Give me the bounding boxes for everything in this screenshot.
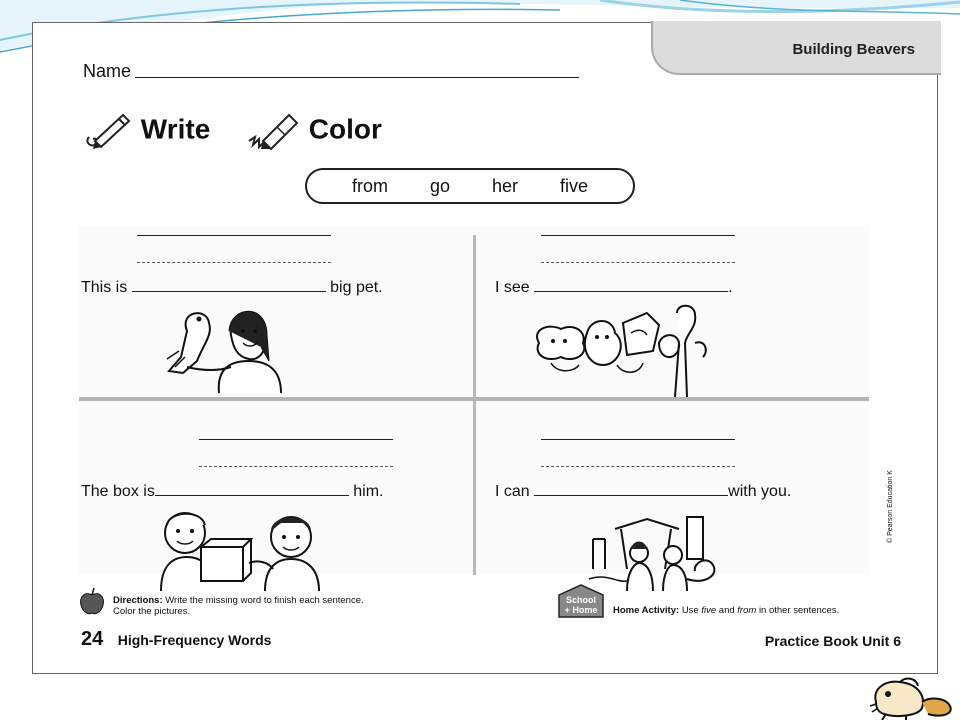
home-activity [613, 605, 839, 616]
book-title: Practice Book Unit 6 [764, 633, 901, 649]
directions-text: Write the missing word to finish each sentence. Color the pictures. [113, 595, 364, 617]
word-bank-item: from [351, 175, 388, 196]
sentence-2-end: . [728, 279, 733, 296]
exercise-grid [79, 225, 869, 575]
writing-guide-top [137, 235, 331, 236]
write-heading [83, 111, 210, 151]
badge-line-1: School [565, 595, 597, 605]
writing-guide-mid [199, 466, 393, 467]
crayon-icon [247, 111, 301, 151]
word-bank-item: go [429, 175, 450, 196]
home-activity-text: and [718, 605, 735, 616]
copyright: © Pearson Education K [887, 470, 894, 543]
sentence-4 [495, 481, 791, 501]
sentence-4-start: I can [495, 483, 530, 500]
sentence-1-end: big pet. [330, 279, 383, 296]
word-bank-item: five [559, 175, 588, 196]
school-home-badge [555, 583, 607, 624]
write-label: Write [140, 113, 211, 145]
word-bank [305, 168, 635, 204]
writing-guide-mid [137, 262, 331, 263]
page-number: 24 [81, 628, 104, 650]
sentence-2 [495, 277, 733, 297]
color-heading [247, 111, 382, 151]
sentence-3-start: The box is [81, 483, 155, 500]
worksheet [32, 22, 938, 674]
answer-blank-3[interactable] [155, 481, 349, 496]
sentence-1 [81, 277, 383, 297]
writing-guide-top [199, 439, 393, 440]
sentence-1-start: This is [81, 279, 128, 296]
directions [113, 595, 383, 617]
title-tab [651, 21, 941, 75]
footer-left [81, 628, 271, 651]
directions-label: Directions: [113, 595, 163, 606]
home-activity-label: Home Activity: [613, 605, 680, 616]
answer-blank-1[interactable] [132, 277, 326, 292]
home-activity-text: in other sentences. [758, 605, 840, 616]
name-line[interactable] [135, 77, 579, 78]
playground-illustration [587, 509, 721, 593]
sentence-2-start: I see [495, 279, 530, 296]
apple-icon [79, 587, 105, 615]
home-activity-word: five [701, 605, 717, 616]
answer-blank-2[interactable] [534, 277, 728, 292]
home-activity-word: from [737, 605, 757, 616]
writing-guide-mid [541, 262, 735, 263]
home-activity-text: Use [681, 605, 699, 616]
answer-blank-4[interactable] [534, 481, 728, 496]
school-home-icon [555, 583, 607, 619]
worksheet-title: Building Beavers [792, 41, 915, 58]
sentence-3-end: him. [353, 483, 384, 500]
color-label: Color [308, 113, 382, 145]
writing-guide-mid [541, 466, 735, 467]
sentence-4-end: with you. [728, 483, 792, 500]
word-bank-item: her [491, 175, 518, 196]
beaver-logo-icon [866, 672, 956, 720]
name-label: Name [83, 61, 132, 81]
section-title: High-Frequency Words [117, 632, 272, 648]
pencil-icon [83, 111, 133, 151]
grid-divider-vertical [473, 235, 476, 575]
grid-divider-horizontal [79, 397, 869, 401]
woman-parrot-illustration [157, 301, 287, 395]
monkeys-illustration [527, 303, 717, 399]
writing-guide-top [541, 439, 735, 440]
writing-guide-top [541, 235, 735, 236]
boys-box-illustration [153, 507, 333, 591]
sentence-3 [81, 481, 384, 501]
badge-line-2: + Home [564, 605, 598, 615]
